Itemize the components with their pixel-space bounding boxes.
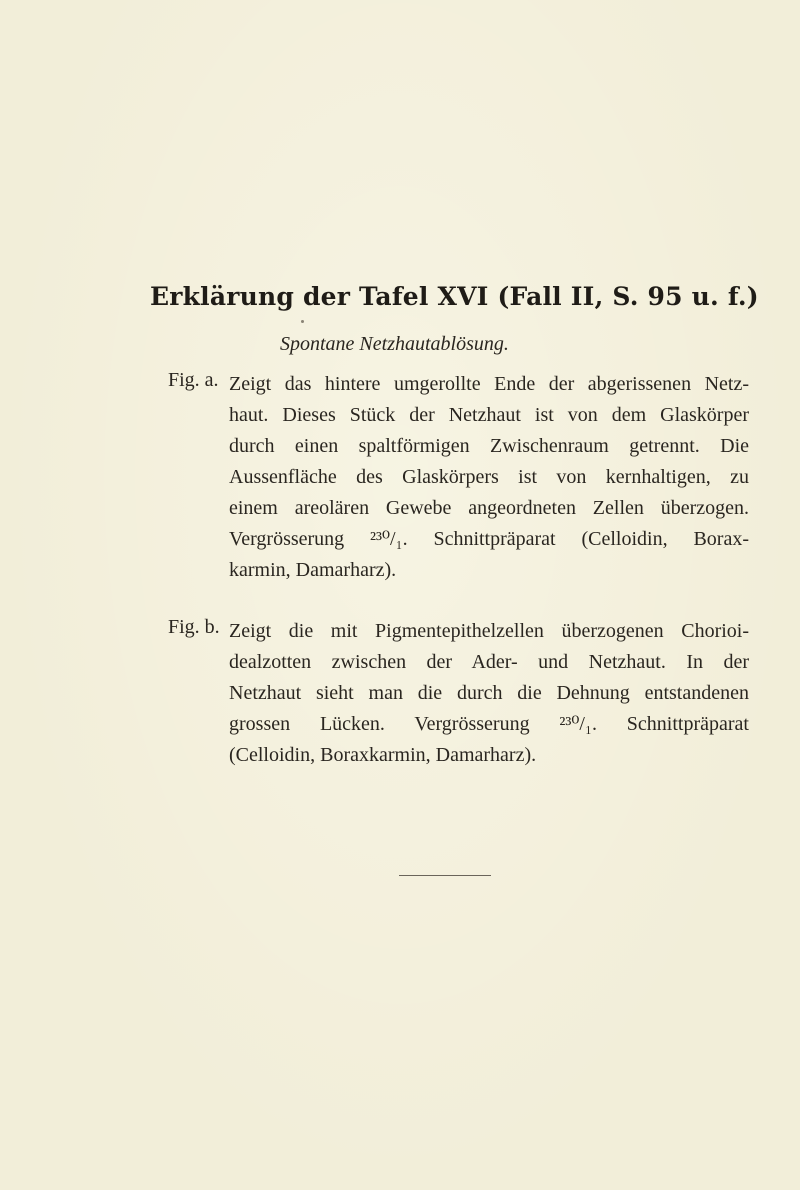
figure-description xyxy=(229,369,749,586)
plate-subtitle: Spontane Netzhautablösung. xyxy=(280,333,509,355)
end-rule xyxy=(399,875,491,876)
caption-line: dealzotten zwischen der Ader- und Netzhaut. In der xyxy=(229,651,749,673)
caption-line: grossen Lücken. Vergrösserung ²³⁰/₁. Schnittpräparat xyxy=(229,713,749,735)
caption-line: haut. Dieses Stück der Netzhaut ist von dem Glaskörper xyxy=(229,404,749,426)
figure-a-caption xyxy=(168,369,748,619)
figure-label: Fig. b. xyxy=(168,616,220,638)
figure-description xyxy=(229,616,749,771)
caption-line: Zeigt das hintere umgerollte Ende der abgerissenen Netz- xyxy=(229,373,749,395)
caption-line: (Celloidin, Boraxkarmin, Damarharz). xyxy=(229,744,537,766)
figure-label: Fig. a. xyxy=(168,369,219,391)
figure-b-caption xyxy=(168,616,748,776)
caption-line: Netzhaut sieht man die durch die Dehnung entstandenen xyxy=(229,682,749,704)
caption-line: Zeigt die mit Pigmentepithelzellen überzogenen Chorioi- xyxy=(229,620,749,642)
caption-line: einem areolären Gewebe angeordneten Zellen überzogen. xyxy=(229,497,749,519)
caption-line: Vergrösserung ²³⁰/₁. Schnittpräparat (Celloidin, Borax- xyxy=(229,528,749,550)
print-speck xyxy=(301,320,304,323)
caption-line: Aussenfläche des Glaskörpers ist von kernhaltigen, zu xyxy=(229,466,749,488)
caption-line: durch einen spaltförmigen Zwischenraum getrennt. Die xyxy=(229,435,749,457)
plate-title: Erklärung der Tafel XVI (Fall II, S. 95 u. f.) xyxy=(150,282,759,311)
caption-line: karmin, Damarharz). xyxy=(229,559,397,581)
